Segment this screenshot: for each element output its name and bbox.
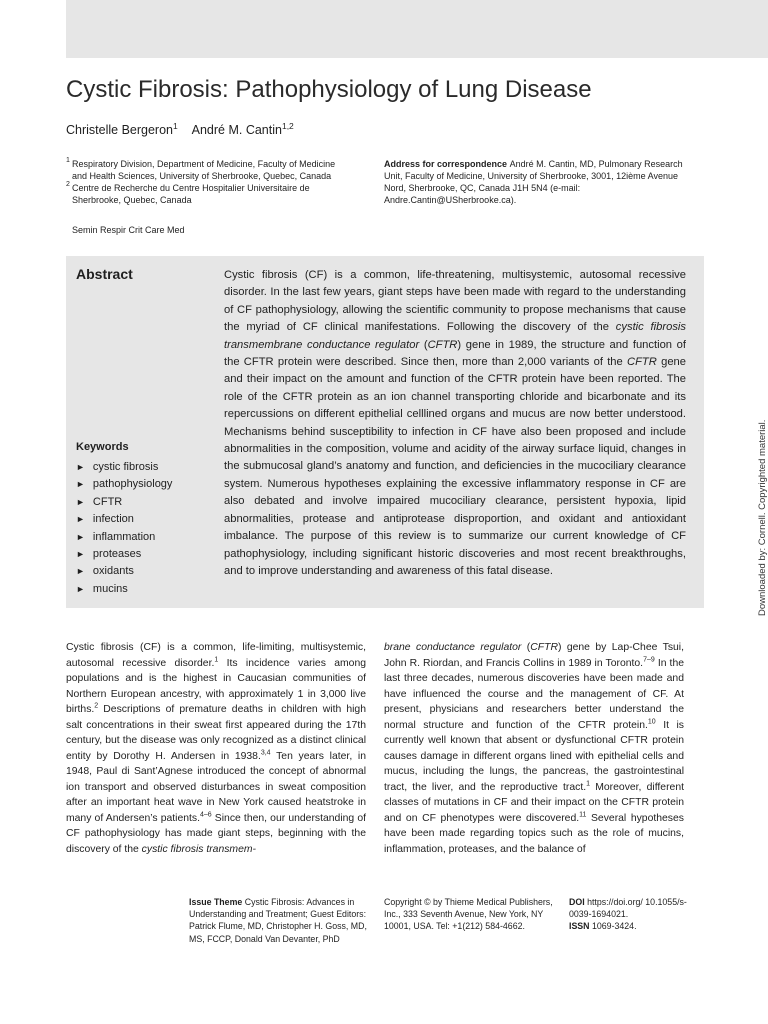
arrow-bullet-icon: ► xyxy=(76,496,85,507)
keyword-label: oxidants xyxy=(92,565,134,578)
keyword-label: proteases xyxy=(92,548,142,561)
keyword-item xyxy=(76,546,172,563)
header-band xyxy=(66,0,768,58)
affiliations xyxy=(66,158,366,206)
keyword-label: infection xyxy=(92,513,134,526)
doi-label: DOI xyxy=(569,897,585,907)
journal-name: Semin Respir Crit Care Med xyxy=(72,225,185,235)
doi-issn-note xyxy=(569,896,694,933)
issue-theme-label: Issue Theme xyxy=(189,897,243,907)
correspondence-text: André M. Cantin, MD, Pulmonary Research Unit, Faculty of Medicine, University of Sherbrooke, 3001, 12ième Avenue Nord, Sherbrooke, QC, Canada J1H 5N4 (e-mail: Andre.Cantin@USherbrooke.ca). xyxy=(384,159,683,205)
keyword-item xyxy=(76,563,172,580)
keyword-label: CFTR xyxy=(92,495,123,508)
keyword-label: mucins xyxy=(92,582,128,595)
affiliation-number: 2 xyxy=(66,181,70,188)
article-title: Cystic Fibrosis: Pathophysiology of Lung Disease xyxy=(66,76,592,103)
doi-link[interactable]: https://doi.org/ 10.1055/s-0039-1694021. xyxy=(569,897,687,920)
author-line xyxy=(66,121,294,137)
author-affiliation-mark: 1 xyxy=(173,121,178,131)
copyright-note: Copyright © by Thieme Medical Publishers, Inc., 333 Seventh Avenue, New York, NY 10001, USA. Tel: +1(212) 584-4662. xyxy=(384,897,553,932)
keywords-heading: Keywords xyxy=(76,441,129,453)
arrow-bullet-icon: ► xyxy=(76,583,85,594)
keyword-item xyxy=(76,476,172,493)
keyword-item xyxy=(76,494,172,511)
keyword-label: inflammation xyxy=(92,530,156,543)
issue-theme-text: Cystic Fibrosis: Advances in Understanding and Treatment; Guest Editors: Patrick Flume, MD, Christopher H. Goss, MD, MS, FCCP, Donald Van Devanter, PhD xyxy=(189,897,367,944)
affiliation-line: Sherbrooke, Quebec, Canada xyxy=(72,195,192,205)
affiliation-line xyxy=(66,158,366,170)
arrow-bullet-icon: ► xyxy=(76,549,85,560)
keyword-item xyxy=(76,529,172,546)
correspondence-label: Address for correspondence xyxy=(384,159,508,169)
arrow-bullet-icon: ► xyxy=(76,566,85,577)
keyword-item xyxy=(76,581,172,598)
author-affiliation-mark: 1,2 xyxy=(281,121,294,131)
affiliation-number: 1 xyxy=(66,157,70,164)
keyword-item xyxy=(76,459,172,476)
keyword-label: cystic fibrosis xyxy=(92,461,159,473)
issn-value: 1069-3424. xyxy=(592,921,637,932)
keyword-list xyxy=(76,459,172,598)
body-column-left: Cystic fibrosis (CF) is a common, life-limiting, multisystemic, autosomal recessive disorder.$^1$ Its incidence varies among populations and is the highest in Caucasian communities of Northern European ancestry, with approximately 1 in 3,000 live births.$^2$ Descriptions of premature deaths in children with high salt concentrations in their sweat first appeared during the 17th century, but the disease was only recognized as a distinct clinical entity by Dorothy H. Andersen in 1938.$^{3,4}$ Ten years later, in 1948, Paul di Sant’Agnese introduced the concept of abnormal ion transport and observed disturbances in sweat composition after an important heat wave in New York caused heatstroke in many of Andersen’s patients.$^{4-6}$ Since then, our understanding of CF pathophysiology has made giant steps, beginning with the discovery of the cystic fibrosis transmem- xyxy=(66,642,367,855)
affiliation-line xyxy=(66,182,366,194)
affiliation-text: Respiratory Division, Department of Medicine, Faculty of Medicine xyxy=(72,159,336,169)
issue-theme-note xyxy=(189,896,374,945)
issn-label: ISSN xyxy=(569,921,590,932)
arrow-bullet-icon: ► xyxy=(76,462,85,472)
arrow-bullet-icon: ► xyxy=(76,531,85,542)
keyword-item xyxy=(76,511,172,528)
arrow-bullet-icon: ► xyxy=(76,479,85,490)
author-name: Christelle Bergeron xyxy=(66,123,173,138)
body-column-right: brane conductance regulator (CFTR) gene by Lap-Chee Tsui, John R. Riordan, and Francis Collins in 1989 in Toronto.$^{7-9}$ In the last three decades, numerous discoveries have been made and have influenced the course and the management of CF. At present, physicians and researchers better understand the normal structure and function of the CFTR protein.$^{10}$ It is currently well known that absent or dysfunctional CFTR protein causes damage in different organs lined with epithelial cells and mucus, including the lungs, the pancreas, the gastrointestinal tract, the liver, and the reproductive tract.$^1$ Moreover, different classes of mutations in CF and their impact on the CFTR protein and on CF phenotypes were discovered.$^{11}$ Several hypotheses have been made regarding topics such as the role of mucins, inflammation, proteases, and the balance of xyxy=(384,642,685,855)
keyword-label: pathophysiology xyxy=(92,478,173,491)
arrow-bullet-icon: ► xyxy=(76,514,85,525)
affiliation-line: and Health Sciences, University of Sherbrooke, Quebec, Canada xyxy=(72,171,332,181)
abstract-heading: Abstract xyxy=(76,266,133,282)
download-watermark: Downloaded by: Cornell. Copyrighted material. xyxy=(757,419,768,616)
author-name: André M. Cantin xyxy=(191,123,282,138)
abstract-text: Cystic fibrosis (CF) is a common, life-threatening, multisystemic, autosomal recessive disorder. In the last few years, giant steps have been made with regard to the understanding of CF pathophysiology, allowing the scientific community to propose mechanisms that cause the myriad of CF clinical manifestations. Following the discovery of the cystic fibrosis transmembrane conductance regulator (CFTR) gene in 1989, the structure and function of the CFTR protein were described. Since then, more than 2,000 variants of the CFTR gene and their impact on the amount and function of the CFTR protein have been reported. The role of the CFTR protein as an ion channel transporting chloride and bicarbonate and its repercussions on different epithelial celllined organs and mucus are now better understood. Mechanisms behind susceptibility to infection in CF have also been proposed and include abnormalities in the composition, volume and acidity of the airway surface liquid, changes in the submucosal gland’s anatomy and function, and deficiencies in the mucociliary clearance system. Numerous hypotheses explaining the excessive inflammatory response in CF are also debated and involve impaired mucociliary clearance, persistent hypoxia, lipid abnormalities, protease and antiprotease disproportion, and oxidant and antioxidant imbalance. The purpose of this review is to summarize our current knowledge of CF pathophysiology, including significant historic discoveries and most recent breakthroughs, and to improve understanding and awareness of this fatal disease. xyxy=(224,269,686,577)
affiliation-text: Centre de Recherche du Centre Hospitalier Universitaire de xyxy=(72,183,310,193)
correspondence-address xyxy=(384,158,694,206)
